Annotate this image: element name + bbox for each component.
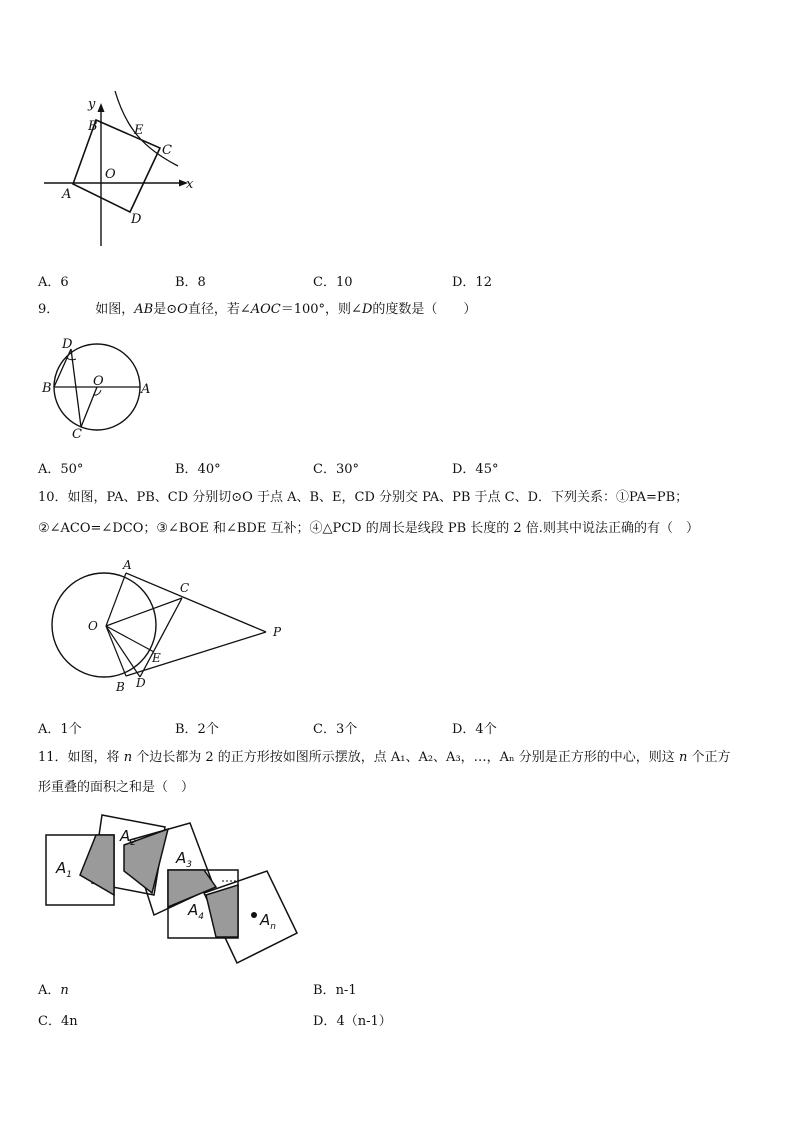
q9-option-a[interactable]: A．50° <box>38 462 84 477</box>
figure-q8 <box>38 88 238 258</box>
question-11-line-2: 形重叠的面积之和是（ ） <box>38 780 195 795</box>
overlap-1-2 <box>80 835 114 895</box>
q11-option-b[interactable] <box>313 979 357 998</box>
label-A2: $A_2$ <box>120 827 136 848</box>
label-C: C <box>162 143 172 158</box>
q9-option-b[interactable]: B．40° <box>175 462 221 477</box>
label-C: C <box>180 581 190 595</box>
q10-option-d[interactable]: D．4个 <box>452 722 497 737</box>
option-letter: A． <box>38 983 61 998</box>
q9-d: D <box>361 302 373 317</box>
label-A1: $A_1$ <box>56 859 72 880</box>
label-D: D <box>131 212 142 227</box>
q8-option-d[interactable]: D．12 <box>452 275 492 290</box>
segment-oe <box>106 626 154 652</box>
label-E: E <box>134 123 144 138</box>
label-D: D <box>62 337 73 352</box>
label-A3: $A_3$ <box>176 849 192 870</box>
center-dot-an <box>251 912 257 918</box>
q11-n: n <box>678 750 688 765</box>
q9-option-d[interactable]: D．45° <box>452 462 499 477</box>
circle-o <box>52 573 156 677</box>
q9-ab: AB <box>134 302 154 317</box>
radius-oc <box>81 387 97 427</box>
q10-option-c[interactable]: C．3个 <box>313 722 358 737</box>
q9-text: 如图， <box>95 302 135 317</box>
q9-text: 的度数是（ ） <box>372 302 477 317</box>
option-letter: C． <box>38 1014 61 1029</box>
q11-option-d[interactable] <box>313 1010 392 1029</box>
chord-bd <box>54 349 71 387</box>
tangent-pa <box>126 573 266 632</box>
option-value: 4（n-1） <box>336 1014 392 1029</box>
square-abcd <box>73 120 160 212</box>
label-B: B <box>42 381 52 396</box>
q10-option-b[interactable]: B．2个 <box>175 722 219 737</box>
question-10-line-1: 10．如图，PA、PB、CD 分别切⊙O 于点 A、B、E，CD 分别交 PA、PB 于点 C、D．下列关系：①PA=PB； <box>38 490 689 505</box>
q11-n: n <box>123 750 133 765</box>
q9-text: 直径，若∠ <box>187 302 251 317</box>
q9-number: 9． <box>38 302 60 317</box>
q11-option-a[interactable] <box>38 979 69 998</box>
question-10-line-2: ②∠ACO=∠DCO；③∠BOE 和∠BDE 互补；④△PCD 的周长是线段 PB 长度的 2 倍.则其中说法正确的有（ ） <box>38 521 699 536</box>
question-9 <box>38 300 758 320</box>
q9-aoc: AOC <box>250 302 281 317</box>
question-11-line-1 <box>38 748 758 768</box>
option-value: n-1 <box>335 983 357 998</box>
q8-option-a[interactable]: A．6 <box>38 275 69 290</box>
label-P: P <box>273 625 282 639</box>
label-O: O <box>105 167 116 182</box>
segment-oa <box>106 573 126 626</box>
q9-option-c[interactable]: C．30° <box>313 462 359 477</box>
q11-text: 11．如图，将 <box>38 750 124 765</box>
label-B: B <box>88 119 98 134</box>
label-y: y <box>88 97 96 112</box>
label-O: O <box>93 374 104 389</box>
label-An: $A_n$ <box>260 911 276 932</box>
label-B: B <box>116 680 125 694</box>
label-A: A <box>62 187 72 202</box>
figure-q9 <box>38 332 168 442</box>
option-value: n <box>60 983 69 998</box>
label-A: A <box>141 382 151 397</box>
label-x: x <box>186 177 194 192</box>
label-A: A <box>123 558 132 572</box>
q9-text: ＝100°，则∠ <box>280 302 362 317</box>
label-C: C <box>72 427 82 442</box>
label-A4: $A_4$ <box>188 901 204 922</box>
figure-q10 <box>48 556 308 696</box>
q11-option-c[interactable] <box>38 1010 78 1029</box>
chord-dc <box>71 349 81 427</box>
q9-o: O <box>177 302 188 317</box>
q11-text: 个边长都为 2 的正方形按如图所示摆放，点 A₁、A₂、A₃，…，Aₙ 分别是正方形的中心，则这 <box>132 750 679 765</box>
option-letter: B． <box>313 983 336 998</box>
q9-text: 是⊙ <box>153 302 178 317</box>
option-letter: D． <box>313 1014 337 1029</box>
label-E: E <box>152 651 161 665</box>
figure-q11 <box>44 815 314 965</box>
q8-option-c[interactable]: C．10 <box>313 275 353 290</box>
label-D: D <box>136 676 146 690</box>
segment-oc <box>106 598 182 626</box>
angle-d-arc <box>67 358 76 360</box>
label-O: O <box>88 619 98 633</box>
q10-option-a[interactable]: A．1个 <box>38 722 82 737</box>
q8-option-b[interactable]: B．8 <box>175 275 206 290</box>
overlap-4-n <box>206 885 238 937</box>
y-axis-arrow <box>98 103 105 112</box>
option-value: 4n <box>60 1014 78 1029</box>
q11-text: 个正方 <box>687 750 731 765</box>
